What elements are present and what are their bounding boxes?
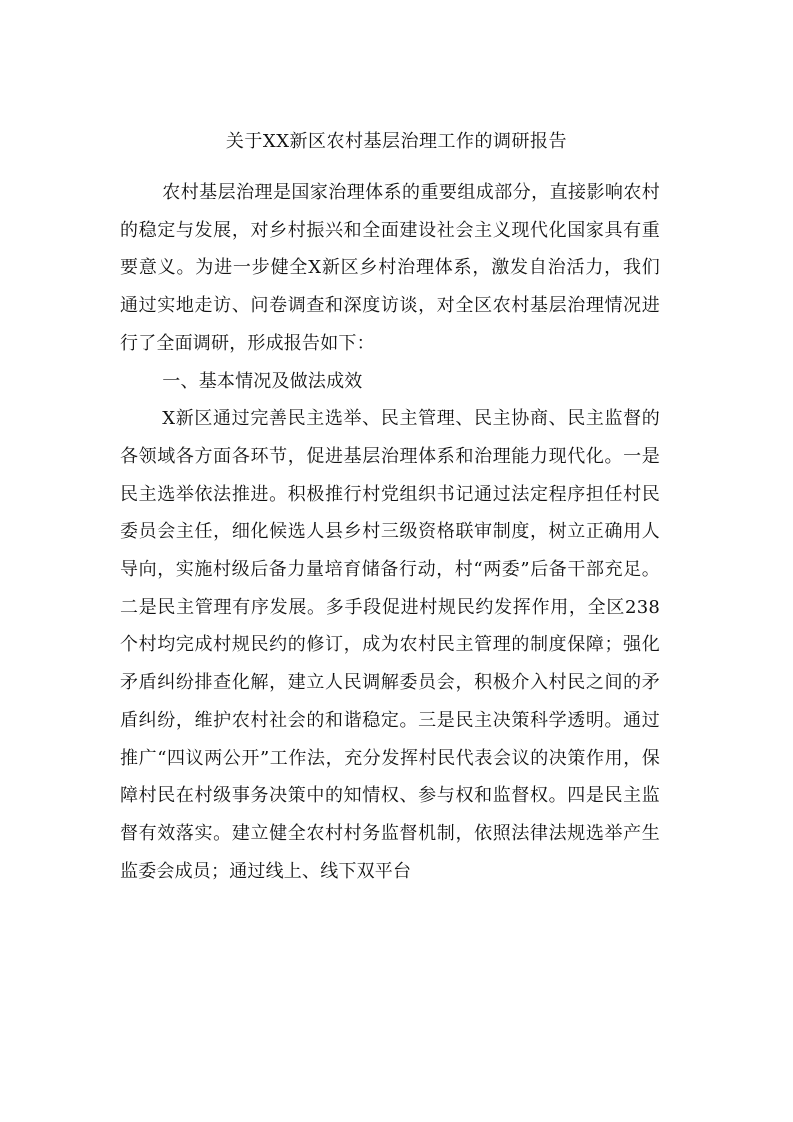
document-title: 关于XX新区农村基层治理工作的调研报告 bbox=[225, 131, 568, 152]
section-heading: 一、基本情况及做法成效 bbox=[162, 370, 363, 392]
body-paragraph: X新区通过完善民主选举、民主管理、民主协商、民主监督的各领域各方面各环节，促进基层治理体系和治理能力现代化。一是民主选举依法推进。积极推行村党组织书记通过法定程序担任村民委员会主任，细化候选人县乡村三级资格联审制度，树立正确用人导向，实施村级后备力量培育储备行动，村“两委”后备干部充足。二是民主管理有序发展。多手段促进村规民约发挥作用，全区238个村均完成村规民约的修订，成为农村民主管理的制度保障；强化矛盾纠纷排查化解，建立人民调解委员会，积极介入村民之间的矛盾纠纷，维护农村社会的和谐稳定。三是民主决策科学透明。通过推广“四议两公开”工作法，充分发挥村民代表会议的决策作用，保障村民在村级事务决策中的知情权、参与权和监督权。四是民主监督有效落实。建立健全农村村务监督机制，依照法律法规选举产生监委会成员；通过线上、线下双平台 bbox=[120, 408, 660, 882]
document-body bbox=[120, 174, 660, 890]
intro-paragraph: 农村基层治理是国家治理体系的重要组成部分，直接影响农村的稳定与发展，对乡村振兴和全面建设社会主义现代化国家具有重要意义。为进一步健全X新区乡村治理体系，激发自治活力，我们通过实地走访、问卷调查和深度访谈，对全区农村基层治理情况进行了全面调研，形成报告如下： bbox=[120, 182, 660, 354]
